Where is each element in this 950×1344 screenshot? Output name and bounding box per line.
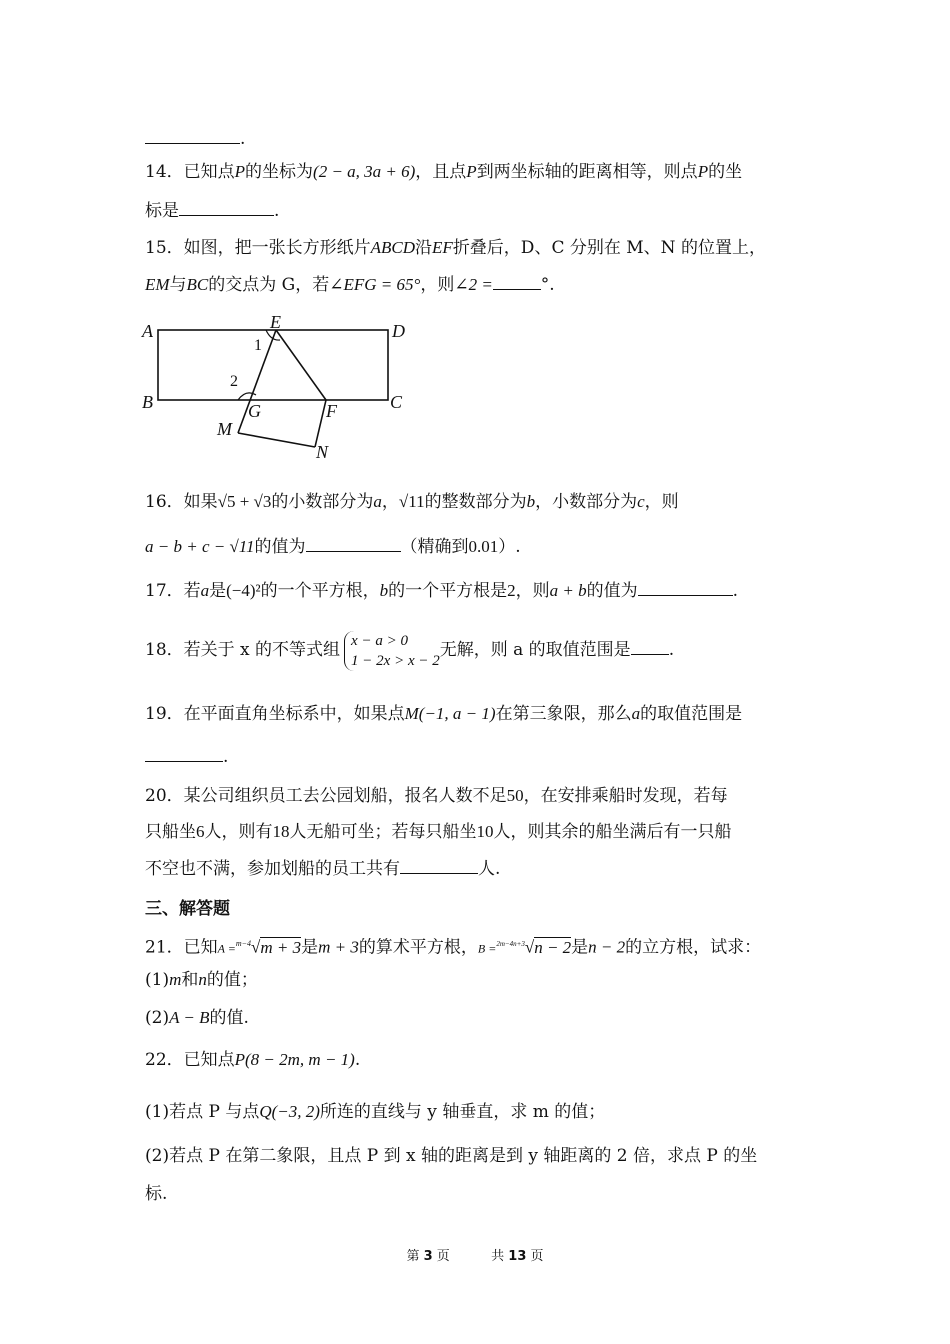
question-20: 20．某公司组织员工去公园划船，报名人数不足50，在安排乘船时发现，若每 [145,786,728,806]
label-b: B [142,392,153,412]
question-18: 18．若关于 x 的不等式组 x − a > 0 1 − 2x > x − 2 无解，则 a 的取值范围是 . [145,632,675,669]
label-f: F [326,401,337,421]
label-e: E [270,315,281,332]
answer-blank [306,534,401,552]
fold-line-ef [276,330,326,400]
angle-2-arc [238,393,256,400]
current-page-number: 3 [423,1249,433,1264]
question-21: 21．已知A =$^{m-4}$√m + 3是m + 3的算术平方根，B =$^{2m-4n+3}$√n − 2是n − 2的立方根，试求： [145,937,762,958]
answer-blank [145,126,240,144]
label-d: D [392,321,405,341]
total-pages: 13 [508,1249,527,1264]
label-n: N [316,442,329,462]
label-m: M [217,419,232,439]
question-19-line2: . [145,744,228,769]
answer-blank [400,856,478,874]
question-20-line2: 只船坐6人，则有18人无船可坐；若每只船坐10人，则其余的船坐满后有一只船 [145,822,732,842]
question-14-line2: 标是 . [145,198,279,223]
question-16: 16．如果√5 + √3的小数部分为a，√11的整数部分为b，小数部分为c，则 [145,492,679,512]
question-22: 22．已知点P(8 − 2m, m − 1). [145,1050,361,1070]
question-16-line2: a − b + c − √11的值为 （精确到0.01）. [145,534,521,559]
question-22-part2: (2)若点 P 在第二象限，且点 P 到 x 轴的距离是到 y 轴距离的 2 倍，求点 P 的坐 [145,1146,758,1166]
inequality-system: x − a > 0 1 − 2x > x − 2 [344,631,440,671]
question-21-part2: (2)A − B的值. [145,1008,249,1028]
question-20-line3: 不空也不满，参加划船的员工共有 人. [145,856,500,881]
rectangle-abcd [158,330,388,400]
label-1: 1 [254,337,262,354]
q13-answer-line: . [145,126,245,151]
page-footer: 第 3 页 共 13 页 [406,1249,544,1264]
question-15-line2: EM与BC的交点为 G，若∠EFG = 65°，则∠2 = °. [145,272,555,297]
label-g: G [248,401,261,421]
answer-blank [631,637,669,655]
question-15: 15．如图，把一张长方形纸片ABCD沿EF折叠后，D、C 分别在 M、N 的位置上， [145,238,766,258]
question-17: 17．若a是(−4)²的一个平方根，b的一个平方根是2，则a + b的值为 . [145,578,738,603]
question-21-part1: (1)m和n的值； [145,970,258,990]
question-19: 19．在平面直角坐标系中，如果点M(−1, a − 1)在第三象限，那么a的取值范围是 [145,704,743,724]
answer-blank [493,272,541,290]
folded-rectangle-figure [140,315,420,465]
question-22-part1: (1)若点 P 与点Q(−3, 2)所连的直线与 y 轴垂直，求 m 的值； [145,1102,606,1122]
answer-blank [638,578,733,596]
label-a: A [142,321,153,341]
label-2: 2 [230,373,238,390]
question-22-part2-line2: 标. [145,1184,168,1204]
label-c: C [390,392,403,412]
question-14: 14．已知点P的坐标为(2 − a, 3a + 6)，且点P到两坐标轴的距离相等，则点P的坐 [145,162,743,182]
line-mn [238,433,315,447]
answer-blank [145,744,223,762]
section-heading: 三、解答题 [145,899,230,919]
line-nf [315,400,326,447]
answer-blank [179,198,274,216]
